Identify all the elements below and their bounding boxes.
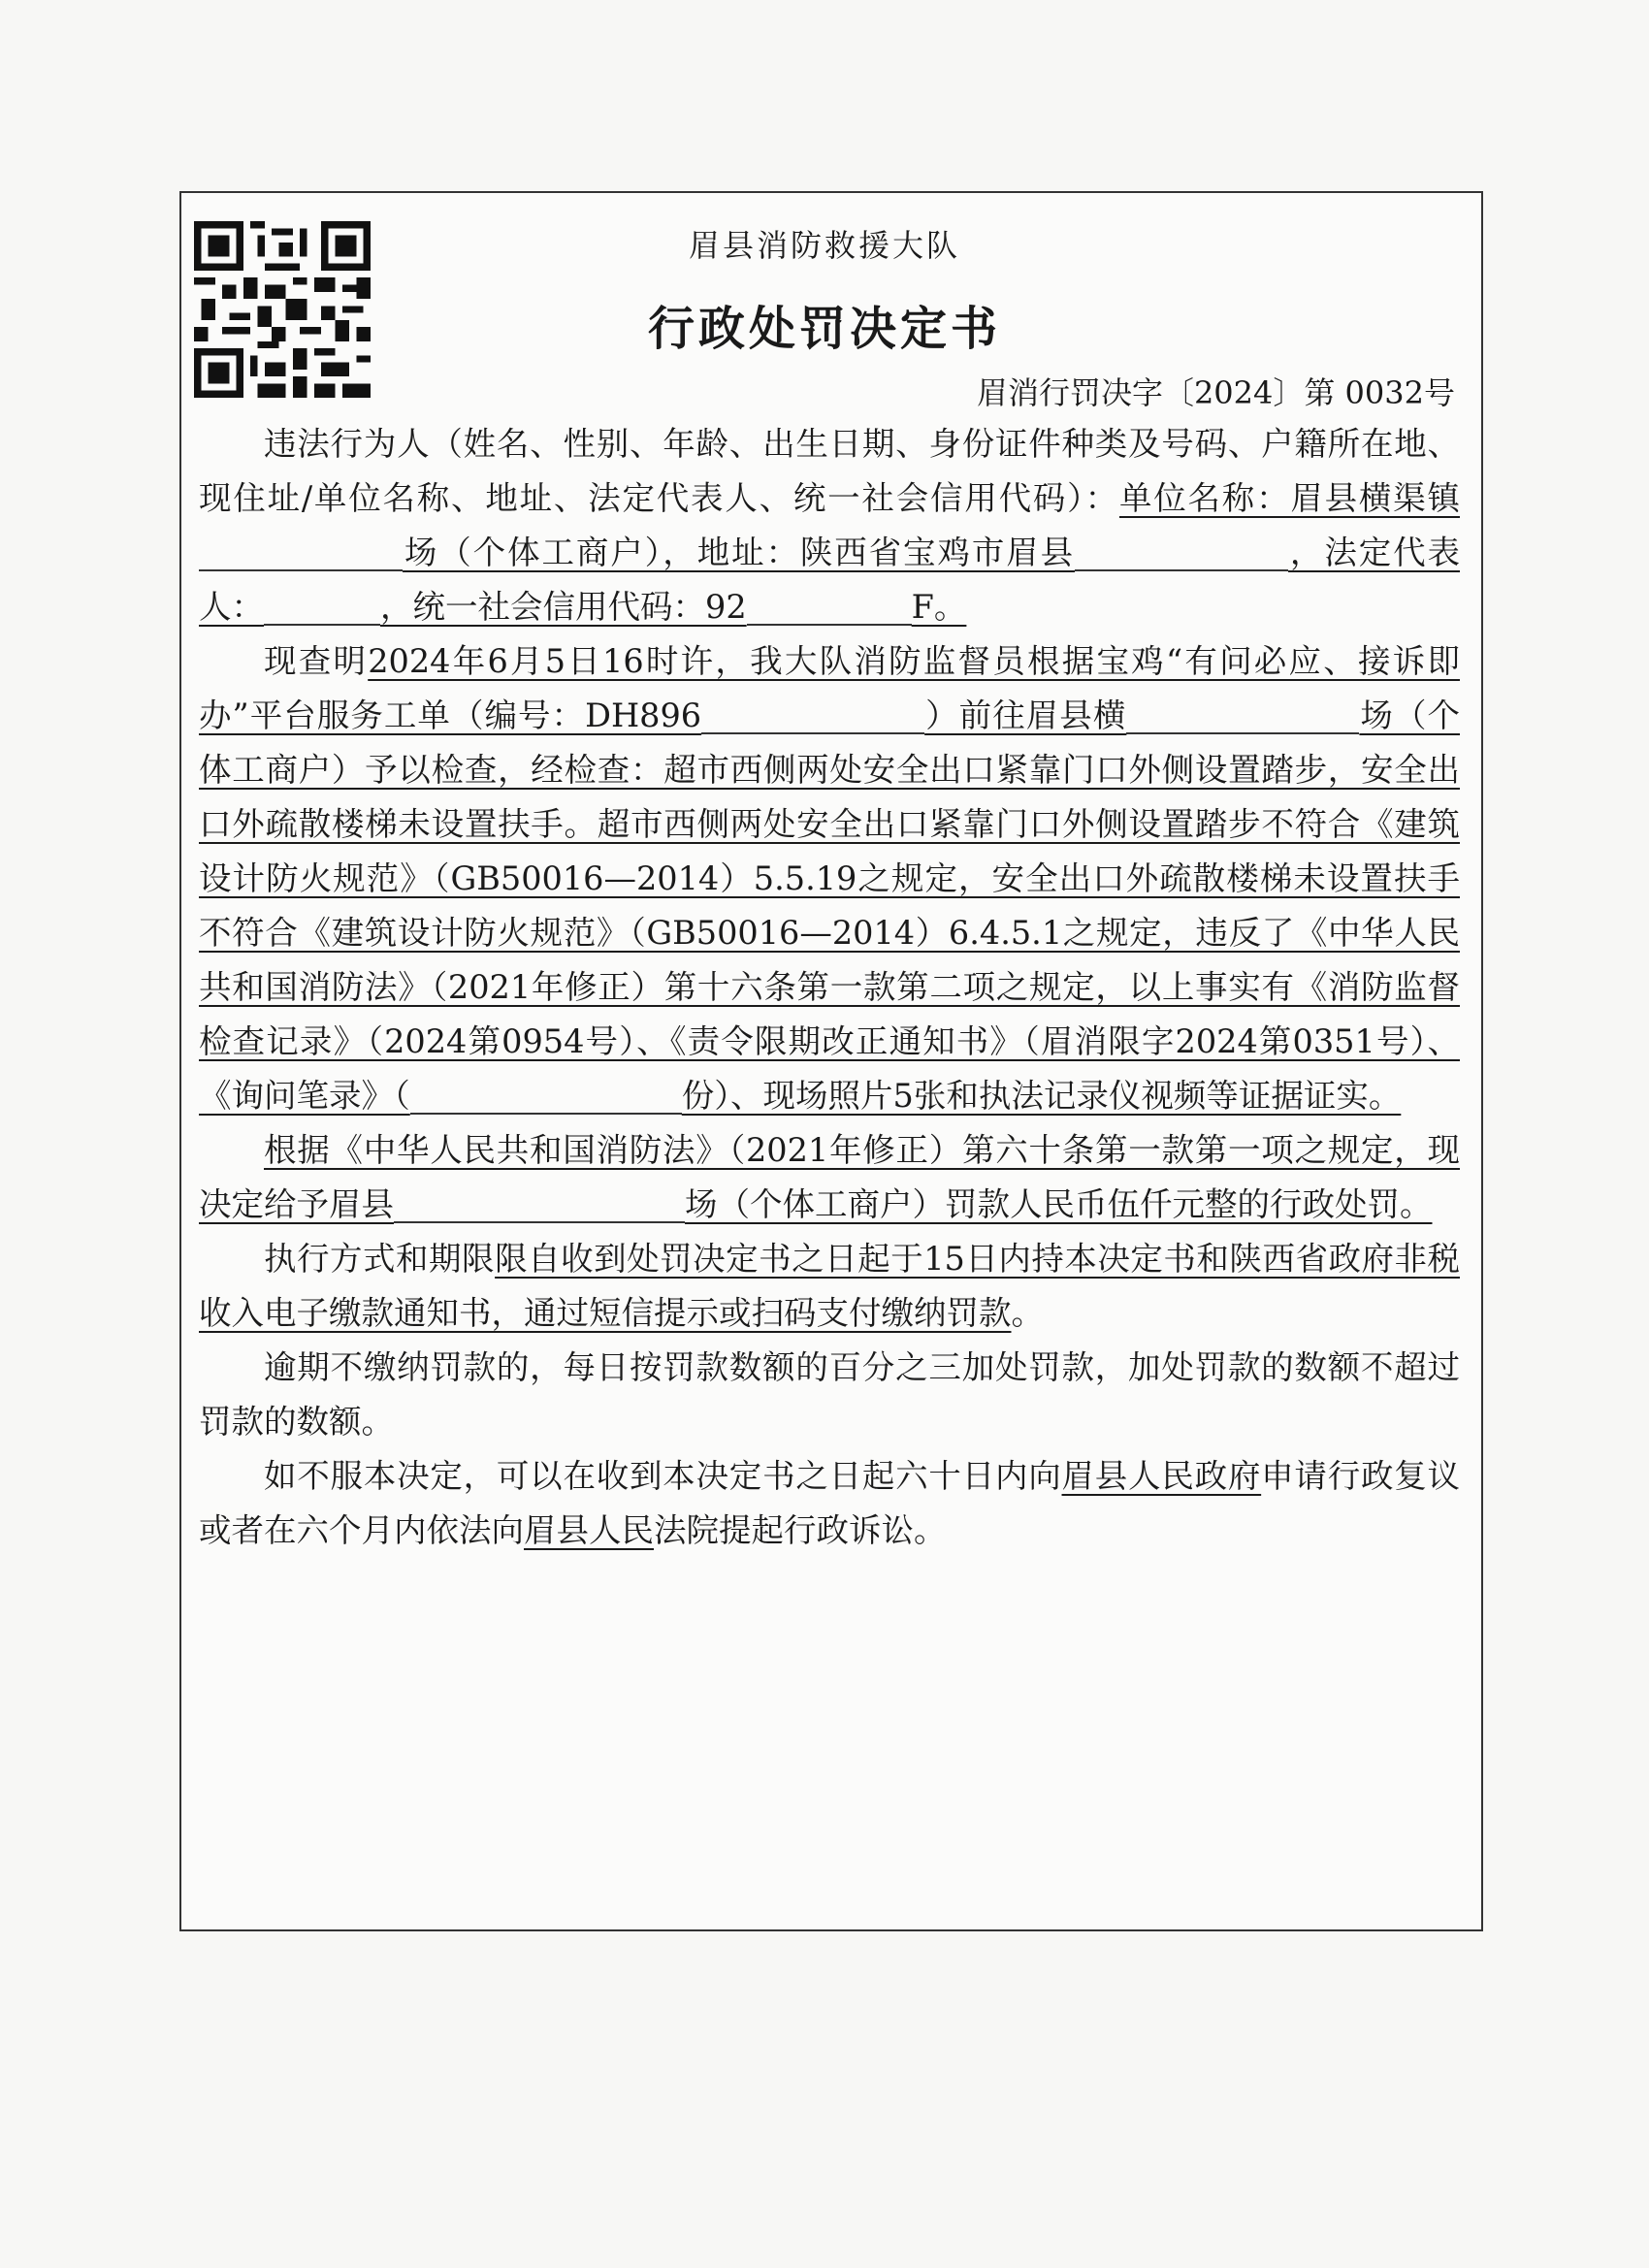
paragraph-facts	[199, 634, 1460, 1123]
redacted-block	[410, 1082, 682, 1115]
appeal-part-a: 如不服本决定，可以在收到本决定书之日起六十日内向	[264, 1457, 1062, 1495]
offender-lead: 违法行为人（姓名、性别、年龄、出生日期、身份证件种类及号码、户籍所在地、现住址/单位名称、地址、法定代表人、统一社会信用代码）：	[199, 425, 1460, 517]
paragraph-appeal	[199, 1449, 1460, 1558]
appeal-part-e: 法院提起行政诉讼。	[654, 1511, 947, 1549]
execution-tail: 。	[1011, 1294, 1044, 1332]
offender-legal-rep-label: ，法定代表人：	[199, 534, 1461, 626]
offender-credit-code: ，统一社会信用代码：92	[380, 588, 747, 626]
facts-part-b: ）前往眉县横	[924, 697, 1127, 734]
decision-part-b: 场（个体工商户）罚款人民币伍仟元整的行政处罚。	[685, 1185, 1433, 1223]
appeal-court: 眉县人民	[524, 1511, 654, 1549]
redacted-block	[394, 1190, 685, 1223]
redacted-block	[199, 538, 403, 571]
decision-part-a: 根据《中华人民共和国消防法》（2021年修正）第六十条第一款第一项之规定，现决定给予眉县	[199, 1131, 1460, 1223]
facts-lead: 现查明	[264, 642, 369, 680]
document-body	[199, 417, 1460, 1558]
appeal-review-body: 眉县人民政府	[1061, 1457, 1262, 1495]
offender-address: 场（个体工商户），地址：陕西省宝鸡市眉县	[403, 534, 1076, 571]
execution-lead: 执行方式和期限	[264, 1240, 496, 1278]
appeal-part-c: 申请行政复议或者在六个月内依法向	[199, 1457, 1461, 1549]
document-title: 行政处罚决定书	[647, 302, 1001, 356]
facts-part-a: 2024年6月5日16时许，我大队消防监督员根据宝鸡“有问必应、接诉即办”平台服务工单（编号：DH896	[199, 642, 1460, 734]
facts-part-c: 场（个体工商户）予以检查，经检查：超市西侧两处安全出口紧靠门口外侧设置踏步，安全出口外疏散楼梯未设置扶手。超市西侧两处安全出口紧靠门口外侧设置踏步不符合《建筑设计防火规范》（GB50016—2014）5.5.19之规定，安全出口外疏散楼梯未设置扶手不符合《建筑设计防火规范》（GB50016—2014）6.4.5.1之规定，违反了《中华人民共和国消防法》（2021年修正）第十六条第一款第二项之规定，以上事实有《消防监督检查记录》（2024第0954号）、《责令限期改正通知书》（眉消限字2024第0351号）、《询问笔录》（	[199, 697, 1461, 1115]
redacted-block	[747, 593, 912, 626]
facts-part-d: 份）、现场照片5张和执法记录仪视频等证据证实。	[681, 1077, 1402, 1115]
offender-unit-name: 单位名称：眉县横渠镇	[1118, 479, 1460, 517]
paragraph-late-penalty: 逾期不缴纳罚款的，每日按罚款数额的百分之三加处罚款，加处罚款的数额不超过罚款的数额。	[199, 1348, 1460, 1441]
offender-credit-code-tail: F。	[911, 588, 967, 626]
redacted-block	[1126, 701, 1359, 734]
execution-terms: 限自收到处罚决定书之日起于15日内持本决定书和陕西省政府非税收入电子缴款通知书，通过短信提示或扫码支付缴纳罚款	[199, 1240, 1460, 1332]
paragraph-offender	[199, 417, 1460, 634]
redacted-block	[1075, 538, 1288, 571]
paragraph-execution	[199, 1232, 1460, 1341]
agency-name: 眉县消防救援大队	[688, 227, 960, 264]
redacted-block	[701, 701, 924, 734]
redacted-block	[264, 593, 380, 626]
document-number: 眉消行罚决字〔2024〕第 0032号	[976, 374, 1455, 411]
paragraph-decision	[199, 1123, 1460, 1232]
